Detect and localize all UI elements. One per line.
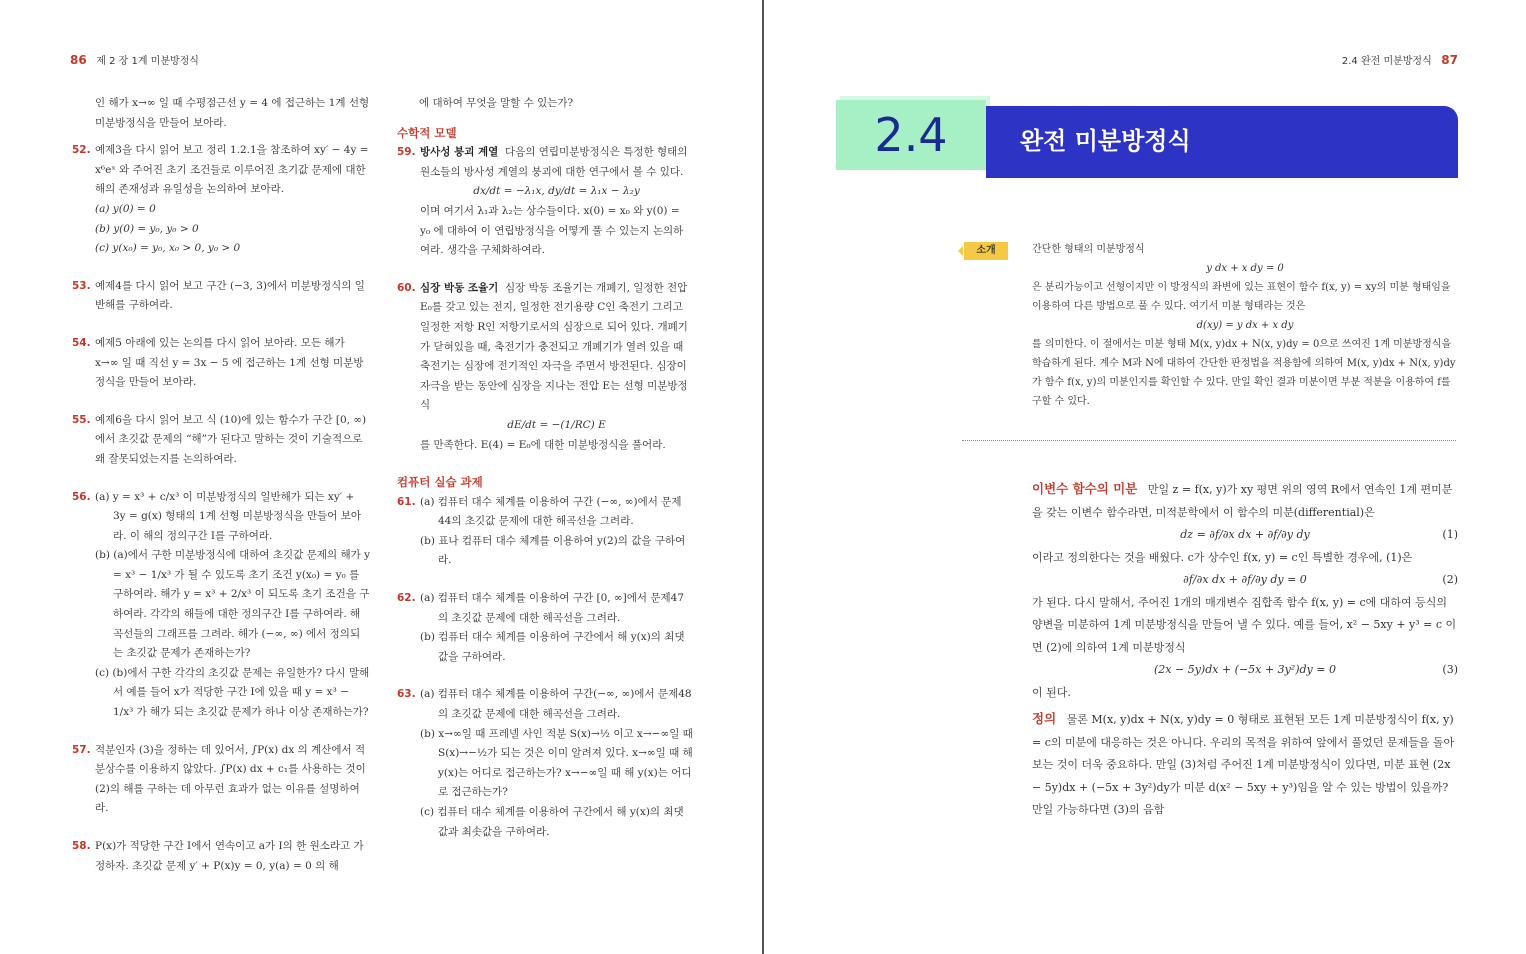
equation-2-text: ∂f/∂x dx + ∂f/∂y dy = 0 bbox=[1183, 573, 1307, 586]
problem-63 bbox=[397, 685, 693, 842]
body-block bbox=[1032, 478, 1458, 822]
problem-text: 예제5 아래에 있는 논의를 다시 읽어 보아라. 모든 해가 x→∞ 일 때 직선 y = 3x − 5 에 접근하는 1계 선형 미분방정식을 만들어 보아라. bbox=[95, 336, 364, 389]
body-line-3: 가 된다. 다시 말해서, 주어진 1개의 매개변수 집합족 함수 f(x, y) = c에 대하여 등식의 양변을 미분하여 1계 미분방정식을 만들어 낼 수 있다. 예를 들어, x² − 5xy + y³ = c 이면 (2)에 의하여 1계 미분방정식 bbox=[1032, 595, 1457, 654]
problem-part-a: (a) 컴퓨터 대수 체계를 이용하여 구간 [0, ∞]에서 문제47의 초깃값 문제에 대한 해곡선을 그려라. bbox=[420, 592, 685, 624]
equation-1-text: dz = ∂f/∂x dx + ∂f/∂y dy bbox=[1180, 528, 1310, 541]
problem-part-a: (a) y(0) = 0 bbox=[95, 202, 156, 215]
body-line-1: 만일 z = f(x, y)가 xy 평면 위의 영역 R에서 연속인 1계 편미분을 갖는 이변수 함수라면, 미적분학에서 이 함수의 미분(differential)은 bbox=[1032, 483, 1453, 519]
problem-text: P(x)가 적당한 구간 I에서 연속이고 a가 I의 한 원소라고 가정하자. 초깃값 문제 y′ + P(x)y = 0, y(a) = 0 의 해 bbox=[95, 840, 364, 872]
problem-54 bbox=[72, 334, 370, 393]
intro-line-1: 간단한 형태의 미분방정식 bbox=[1032, 244, 1145, 255]
problem-part-b: (b) (a)에서 구한 미분방정식에 대하여 초깃값 문제의 해가 y = x³ − 1/x³ 가 될 수 있도록 초기 조건 y(x₀) = y₀ 를 구하여라. 해가 y = x³ + 2/x³ 이 되도록 초기 조건을 구하여라. 각각의 해들에 대한 정의구간 I를 구하여라. 해곡선들의 그래프를 그려라. 해가 (−∞, ∞) 에서 정의되는 초깃값 문제가 존재하는가? bbox=[95, 549, 371, 660]
problem-61 bbox=[397, 493, 693, 571]
problem-part-b: (b) x→∞일 때 프레넬 사인 적분 S(x)→½ 이고 x→−∞일 때 S(x)→−½가 되는 것은 이미 알려져 있다. x→∞일 때 해 y(x)는 어디로 접근하는가? x→−∞일 때 해 y(x)는 어디로 접근하는가? bbox=[420, 727, 693, 799]
dotted-divider bbox=[962, 440, 1456, 441]
problem-number: 62. bbox=[397, 592, 416, 605]
definition-text: 물론 M(x, y)dx + N(x, y)dy = 0 형태로 표현된 모든 1계 미분방정식이 f(x, y) = c의 미분에 대응하는 것은 아니다. 우리의 목적을 위하여 앞에서 풀었던 문제들을 돌아보는 것이 더욱 중요하다. 만일 (3)처럼 주어진 1계 미분방정식이 있다면, 미분 표현 (2x − 5y)dx + (−5x + 3y²)dy가 미분 d(x² − 5xy + y³)임을 알 수 있는 방법이 있을까? 만일 가능하다면 (3)의 음함 bbox=[1032, 713, 1455, 816]
problem-53 bbox=[72, 277, 370, 316]
problem-text-after: 를 만족한다. E(4) = E₀에 대한 미분방정식을 풀어라. bbox=[420, 438, 666, 451]
problem-text: 예제6을 다시 읽어 보고 식 (10)에 있는 함수가 구간 [0, ∞) 에서 초깃값 문제의 “해”가 된다고 말하는 것이 기술적으로 왜 잘못되었는지를 논의하여라. bbox=[95, 413, 367, 465]
problem-part-b: (b) y(0) = y₀, y₀ > 0 bbox=[95, 222, 199, 235]
problem-52 bbox=[72, 141, 370, 259]
intro-equation-2: d(xy) = y dx + x dy bbox=[1196, 320, 1294, 331]
definition-label: 정의 bbox=[1032, 711, 1057, 726]
problem-title: 방사성 붕괴 계열 bbox=[420, 146, 499, 159]
body-line-4: 이 된다. bbox=[1032, 685, 1071, 699]
problem-number: 60. bbox=[397, 281, 416, 294]
section-heading-lab: 컴퓨터 실습 과제 bbox=[397, 475, 483, 490]
continued-text: 에 대하여 무엇을 말할 수 있는가? bbox=[419, 97, 574, 109]
problem-part-a: (a) y = x³ + c/x³ 이 미분방정식의 일반해가 되는 xy′ + 3y = g(x) 형태의 1계 선형 미분방정식을 만들어 보아라. 이 해의 정의구간 I를 구하여라. bbox=[95, 490, 362, 542]
section-title-banner: 완전 미분방정식 bbox=[986, 106, 1458, 178]
continued-text: 인 해가 x→∞ 일 때 수평점근선 y = 4 에 접근하는 1계 선형 미분방정식을 만들어 보아라. bbox=[95, 97, 370, 129]
problem-text-after: 이며 여기서 λ₁과 λ₂는 상수들이다. x(0) = x₀ 와 y(0) = y₀ 에 대하여 이 연립방정식을 어떻게 풀 수 있는지 논의하여라. 생각을 구체화하여라. bbox=[420, 204, 684, 257]
problem-number: 61. bbox=[397, 495, 416, 508]
problem-number: 57. bbox=[72, 743, 91, 756]
problem-number: 56. bbox=[72, 490, 91, 503]
problem-part-a: (a) 컴퓨터 대수 체계를 이용하여 구간(−∞, ∞)에서 문제48의 초깃값 문제에 대한 해곡선을 그려라. bbox=[420, 688, 692, 721]
equation: dE/dt = −(1/RC) E bbox=[507, 418, 606, 431]
problem-title: 심장 박동 조율기 bbox=[420, 281, 499, 294]
problem-part-b: (b) 컴퓨터 대수 체계를 이용하여 구간에서 해 y(x)의 최댓값을 구하여라. bbox=[420, 631, 685, 663]
problem-part-b: (b) 표나 컴퓨터 대수 체계를 이용하여 y(2)의 값을 구하여라. bbox=[420, 534, 686, 567]
problem-number: 55. bbox=[72, 413, 91, 426]
problem-part-a: (a) 컴퓨터 대수 체계를 이용하여 구간 (−∞, ∞)에서 문제44의 초깃값 문제에 대한 해곡선을 그려라. bbox=[420, 495, 682, 528]
problem-number: 59. bbox=[397, 146, 416, 159]
problem-text: 다음의 연립미분방정식은 특정한 형태의 원소들의 방사성 계열의 붕괴에 대한 연구에서 볼 수 있다. bbox=[420, 146, 688, 178]
problem-text: 예제4를 다시 읽어 보고 구간 (−3, 3)에서 미분방정식의 일반해를 구하여라. bbox=[95, 279, 365, 312]
left-column-2 bbox=[397, 94, 693, 860]
intro-line-3: 를 의미한다. 이 절에서는 미분 형태 M(x, y)dx + N(x, y)dy = 0으로 쓰여진 1계 미분방정식을 학습하게 된다. 계수 M과 N에 대하여 간단한 판정법을 적용함에 의하여 M(x, y)dx + N(x, y)dy가 함수 f(x, y)의 미분인지를 확인할 수 있다. 만일 확인 결과 미분이면 부분 적분을 이용하여 f를 구할 수 있다. bbox=[1032, 339, 1456, 407]
problem-58 bbox=[72, 837, 370, 876]
problem-55 bbox=[72, 411, 370, 470]
problem-62 bbox=[397, 589, 693, 667]
problem-text: 예제3을 다시 읽어 보고 정리 1.2.1을 참조하여 xy′ − 4y = x⁶eˣ 와 주어진 초기 조건들로 이루어진 초기값 문제에 대한 해의 존재성과 유일성을 논의하여 보아라. bbox=[95, 144, 369, 196]
problem-number: 52. bbox=[72, 144, 91, 157]
equation-3-number: (3) bbox=[1442, 663, 1458, 676]
intro-badge: 소개 bbox=[964, 242, 1008, 260]
problem-number: 54. bbox=[72, 336, 91, 349]
problem-part-c: (c) y(x₀) = y₀, x₀ > 0, y₀ > 0 bbox=[95, 242, 241, 255]
equation-3 bbox=[1032, 659, 1458, 682]
intro-line-2: 은 분리가능이고 선형이지만 이 방정식의 좌변에 있는 표현이 함수 f(x, y) = xy의 미분 형태임을 이용하여 다른 방법으로 풀 수 있다. 여기서 미분 형태라는 것은 bbox=[1032, 282, 1451, 312]
intro-block bbox=[1032, 240, 1458, 411]
section-heading-model: 수학적 모델 bbox=[397, 125, 457, 140]
equation-1-number: (1) bbox=[1442, 528, 1458, 541]
subsection-heading: 이변수 함수의 미분 bbox=[1032, 481, 1138, 496]
section-header-label: 2.4 완전 미분방정식 bbox=[1341, 56, 1432, 67]
equation-3-text: (2x − 5y)dx + (−5x + 3y²)dy = 0 bbox=[1154, 663, 1336, 676]
problem-part-c: (c) (b)에서 구한 각각의 초깃값 문제는 유일한가? 다시 말해서 예를 들어 x가 적당한 구간 I에 있을 때 y = x³ − 1/x³ 가 해가 되는 초깃값 문제가 하나 이상 존재하는가? bbox=[95, 666, 370, 719]
equation: dx/dt = −λ₁x, dy/dt = λ₁x − λ₂y bbox=[473, 185, 640, 198]
problem-59 bbox=[397, 143, 693, 261]
equation-2 bbox=[1032, 569, 1458, 592]
equation-2-number: (2) bbox=[1442, 573, 1458, 586]
right-running-header bbox=[1342, 52, 1458, 67]
body-line-2: 이라고 정의한다는 것을 배웠다. c가 상수인 f(x, y) = c인 특별한 경우에, (1)은 bbox=[1032, 550, 1413, 564]
intro-equation-1: y dx + x dy = 0 bbox=[1206, 263, 1284, 274]
left-running-header bbox=[70, 52, 199, 67]
equation-1 bbox=[1032, 524, 1458, 547]
section-number-banner: 2.4 bbox=[836, 100, 986, 170]
problem-57 bbox=[72, 741, 370, 819]
chapter-label: 제 2 장 1계 미분방정식 bbox=[96, 56, 199, 67]
problem-number: 63. bbox=[397, 688, 416, 701]
right-page-number: 87 bbox=[1441, 53, 1458, 67]
problem-60 bbox=[397, 279, 693, 455]
left-page bbox=[0, 0, 762, 954]
problem-text: 심장 박동 조율기는 개폐기, 일정한 전압 E₀를 갖고 있는 전지, 일정한 전기용량 C인 축전기 그리고 일정한 저항 R인 저항기로서의 심장으로 되어 있다. 개폐기가 닫혀있을 때, 축전기가 충전되고 개폐기가 열려 있을 때 축전기는 심장에 전기적인 자극을 주면서 방전된다. 심장이 자극을 받는 동안에 심장을 지나는 전압 E는 선형 미분방정식 bbox=[420, 281, 688, 412]
left-page-number: 86 bbox=[70, 53, 87, 67]
right-page bbox=[764, 0, 1526, 954]
problem-56 bbox=[72, 488, 370, 723]
problem-text: 적분인자 (3)을 정하는 데 있어서, ∫P(x) dx 의 계산에서 적분상수를 이용하지 않았다. ∫P(x) dx + c₁를 사용하는 것이 (2)의 해를 구하는 데 아무런 효과가 없는 이유를 설명하여라. bbox=[95, 743, 366, 815]
left-column-1 bbox=[72, 94, 370, 894]
problem-number: 53. bbox=[72, 279, 91, 292]
problem-part-c: (c) 컴퓨터 대수 체계를 이용하여 구간에서 해 y(x)의 최댓값과 최솟값을 구하여라. bbox=[420, 806, 684, 838]
problem-number: 58. bbox=[72, 840, 91, 852]
